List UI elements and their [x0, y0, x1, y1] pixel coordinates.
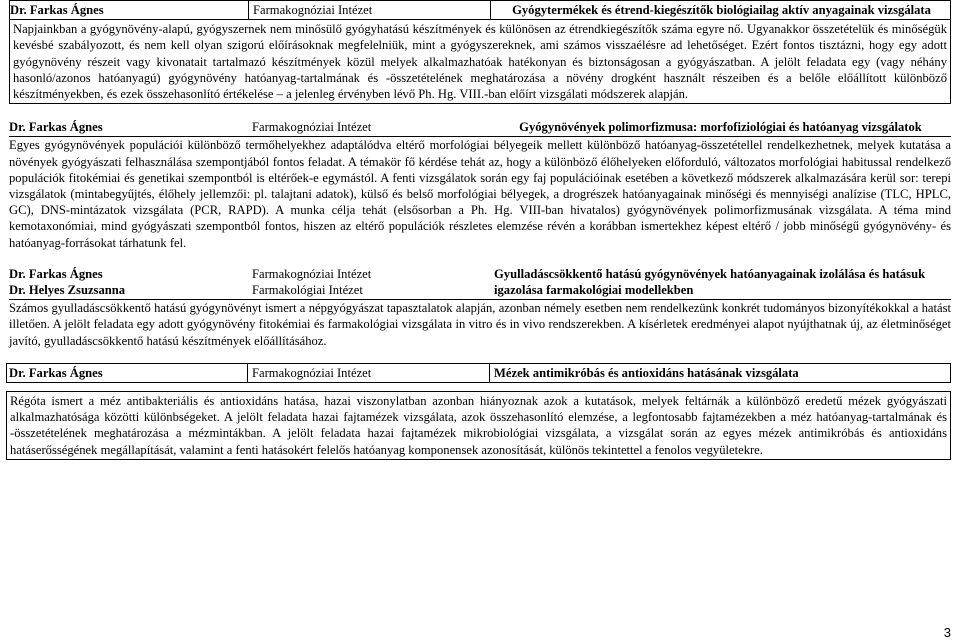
topic-section-3: [9, 265, 951, 349]
page-number: 3: [943, 624, 951, 640]
institute-name: Farmakognóziai Intézet: [248, 363, 490, 383]
topic-description: Régóta ismert a méz antibakteriális és antioxidáns hatása, hazai viszonylatban azonban hiányoznak azok a kutatások, melyek feltárnák a különböző eredetű mézek gyógyászati alkalmazhatósága közötti különbségeket. A jelölt feladata hazai fajtamézek vizsgálata, azok összehasonlító elemzése, a legfontosabb fajtamézekben a méz hatóanyag-tartalmának és -összetételének meghatározása a mézmintákban. A jelölt feladata hazai fajtamézek mikrobiológiai vizsgálata, a vizsgálat során az egyes mézek antimikróbás és antioxidáns hatáserősségének megállapítását, valamint a fenti hatásokért felelős hatóanyag komponensek azonosítását, különös tekintettel a fenolos vegyületekre.: [6, 391, 951, 460]
topic-header-2: [9, 118, 951, 136]
topic-header-3: [9, 265, 951, 299]
topic-title: Gyógynövények polimorfizmusa: morfofiziológiai és hatóanyag vizsgálatok: [519, 120, 922, 135]
institute-names: [248, 265, 490, 299]
topic-section-4: [9, 363, 951, 460]
topic-title: Mézek antimikróbás és antioxidáns hatásának vizsgálata: [490, 363, 951, 383]
topic-description: Napjainkban a gyógynövény-alapú, gyógyszernek nem minősülő gyógyhatású készítmények és különösen az étrendkiegészítők száma egyre nő. Ugyanakkor összetételük és minőségük kevésbé szabályozott, és nem kell olyan szigorú előírásoknak megfelelniük, mint a gyógyszereknek, ami számos visszaélésre ad lehetőséget. Ezért fontos tisztázni, hogy egy adott gyógynövény részeit vagy kivonatait tartalmazó készítmények közül melyek alkalmazhatóak hatékonyan és biztonságosan a gyógyászatban. A jelölt feladata egy (vagy néhány hasonló/azonos hatóanyagú) gyógynövény hatóanyag-tartalmának és -összetételének meghatározása a növény drogként használt részeiben és a belőle előállított különböző készítményekben, és ezek összehasonlító értékelése – a jelenleg érvényben lévő Ph. Hg. VIII.-ban előírt vizsgálati módszerek alapján.: [9, 19, 951, 104]
supervisor-name: Dr. Farkas Ágnes: [6, 363, 248, 383]
supervisor-name: Dr. Farkas Ágnes: [9, 120, 103, 135]
topic-section-2: [9, 118, 951, 251]
topic-title: Gyulladáscsökkentő hatású gyógynövények hatóanyagainak izolálása és hatásuk igazolása farmakológiai modellekben: [494, 266, 926, 298]
document-page: [9, 0, 951, 460]
topic-header-4: [9, 363, 951, 383]
supervisor-name: Dr. Helyes Zsuzsanna: [9, 283, 126, 298]
topic-title: Gyógytermékek és étrend-kiegészítők biológiailag aktív anyagainak vizsgálata: [512, 3, 931, 17]
supervisor-name: Dr. Farkas Ágnes: [10, 1, 249, 19]
institute-name: Farmakognóziai Intézet: [249, 1, 491, 19]
supervisor-names: [9, 265, 248, 299]
institute-name: Farmakológiai Intézet: [252, 283, 363, 298]
institute-name: Farmakognóziai Intézet: [252, 266, 372, 281]
supervisor-name: Dr. Farkas Ágnes: [9, 266, 103, 281]
topic-section-1: [9, 0, 951, 104]
topic-description: Egyes gyógynövények populációi különböző termőhelyekhez adaptálódva eltérő morfológiai bélyegeik mellett különböző hatóanyag-összetétellel rendelkezhetnek, melyek kutatása a növények gyógyászati felhasználása szempontjából fontos feladat. A témakör fő kérdése tehát az, hogy a különböző élőhelyeken előforduló, változatos morfológiai habitussal rendelkező populációk fitokémiai és genetikai szempontból is eltérőek-e egymástól. A fenti vizsgálatok során egy faj populációinak esetében a következő módszerek alkalmazására kerül sor: terepi vizsgálatok (mintabegyűjtés, élőhely jellemzői: pl. talajtani adatok), külső és belső morfológiai bélyegek, a drogrészek hatóanyagainak minőségi és mennyiségi analízise (TLC, HPLC, GC), DNS-mintázatok vizsgálata (PCR, RAPD). A munka célja tehát (elsősorban a Ph. Hg. VIII-ban hivatalos) gyógynövények polimorfizmusának vizsgálata. A téma mind kemotaxonómiai, mind gyógyászati szempontból fontos, hiszen az eltérő populációk részletes elemzése révén a korábban ismertekhez képest eltérő / jobb minőségű gyógynövény- és hatóanyag-forrásokat tárhatunk fel.: [9, 138, 951, 250]
topic-header-1: [9, 0, 951, 19]
topic-description: Számos gyulladáscsökkentő hatású gyógynövényt ismert a népgyógyászat tapasztalatok alapján, azonban némely esetben nem rendelkezünk konkrét tudományos bizonyítékokkal a hatást illetően. A jelölt feladata egy adott gyógynövény fitokémiai és farmakológiai vizsgálata in vitro és in vivo rendszerekben. A kísérletek eredményei alapot nyújthatnak új, az életminőséget javító, gyulladáscsökkentő hatású készítmények előállításához.: [9, 301, 951, 348]
institute-name: Farmakognóziai Intézet: [252, 120, 372, 135]
